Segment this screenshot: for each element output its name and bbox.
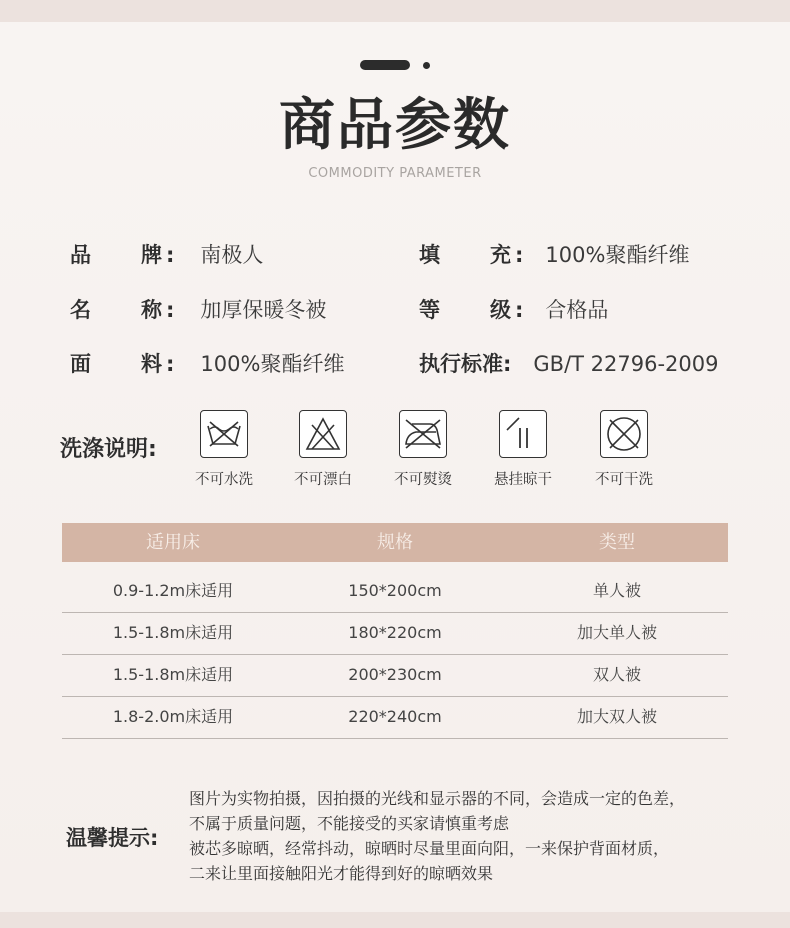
table-row [62, 654, 728, 697]
washing-item-label: 悬挂晾干 [494, 472, 552, 488]
column-header: 适用床 [146, 532, 200, 553]
table-cell: 单人被 [592, 581, 641, 600]
param-label: 料 [141, 352, 162, 376]
column-header: 规格 [377, 532, 413, 553]
table-row [62, 612, 728, 655]
no-dry-clean-icon [600, 410, 648, 458]
decoration-bar [360, 60, 410, 70]
param-label: 级 [490, 298, 511, 322]
washing-item [582, 410, 666, 489]
hang-dry-icon [499, 410, 547, 458]
param-value: 100%聚酯纤维 [200, 352, 345, 376]
table-cell: 加大双人被 [576, 707, 657, 726]
table-cell: 加大单人被 [576, 623, 657, 642]
table-row [62, 696, 728, 739]
param-colon: : [503, 352, 512, 376]
param-standard [419, 350, 719, 378]
table-cell: 150*200cm [348, 581, 442, 600]
param-label: 面 [70, 352, 91, 376]
decoration-dot [423, 62, 430, 69]
washing-item [481, 410, 565, 489]
tip-line: 二来让里面接触阳光才能得到好的晾晒效果 [189, 864, 494, 883]
washing-item [381, 410, 465, 489]
table-cell: 0.9-1.2m床适用 [112, 581, 234, 600]
param-fabric [70, 350, 344, 378]
table-cell: 1.8-2.0m床适用 [112, 707, 234, 726]
tip-line: 图片为实物拍摄，因拍摄的光线和显示器的不同，会造成一定的色差， [189, 789, 686, 808]
table-cell: 1.5-1.8m床适用 [112, 665, 234, 684]
param-value: 合格品 [545, 298, 609, 322]
param-name [70, 296, 326, 324]
table-header [62, 523, 728, 562]
washing-item-label: 不可熨烫 [394, 472, 452, 488]
param-value: 加厚保暖冬被 [200, 298, 327, 322]
page-title: 商品参数 [279, 93, 511, 158]
no-bleach-icon [299, 410, 347, 458]
param-label: 执行标准 [419, 352, 503, 376]
washing-item-label: 不可水洗 [195, 472, 253, 488]
column-header: 类型 [599, 532, 635, 553]
param-label: 填 [419, 243, 440, 267]
table-cell: 200*230cm [348, 665, 442, 684]
no-wash-icon [200, 410, 248, 458]
param-label: 牌 [141, 243, 162, 267]
param-colon: : [166, 298, 175, 322]
param-value: 100%聚酯纤维 [545, 243, 690, 267]
param-label: 等 [419, 298, 440, 322]
tip-line: 被芯多晾晒，经常抖动，晾晒时尽量里面向阳，一来保护背面材质， [189, 839, 670, 858]
table-row [62, 570, 728, 613]
table-cell: 180*220cm [348, 623, 442, 642]
param-label: 称 [141, 298, 162, 322]
param-value: 南极人 [200, 243, 264, 267]
table-cell: 1.5-1.8m床适用 [112, 623, 234, 642]
washing-item-label: 不可漂白 [294, 472, 352, 488]
param-filling [419, 241, 689, 269]
table-cell: 双人被 [592, 665, 641, 684]
washing-item-label: 不可干洗 [595, 472, 653, 488]
param-colon: : [166, 243, 175, 267]
param-value: GB/T 22796-2009 [533, 352, 719, 376]
param-colon: : [515, 243, 524, 267]
param-label: 充 [490, 243, 511, 267]
param-label: 品 [70, 243, 91, 267]
param-grade [419, 296, 608, 324]
table-cell: 220*240cm [348, 707, 442, 726]
page-subtitle: COMMODITY PARAMETER [308, 166, 482, 181]
washing-item [182, 410, 266, 489]
tips-label: 温馨提示: [66, 826, 159, 850]
param-brand [70, 241, 263, 269]
param-colon: : [166, 352, 175, 376]
tip-line: 不属于质量问题，不能接受的买家请慎重考虑 [189, 814, 510, 833]
tips-text [189, 786, 685, 886]
washing-item [281, 410, 365, 489]
washing-label: 洗涤说明: [60, 437, 157, 462]
param-label: 名 [70, 298, 91, 322]
param-colon: : [515, 298, 524, 322]
no-iron-icon [399, 410, 447, 458]
